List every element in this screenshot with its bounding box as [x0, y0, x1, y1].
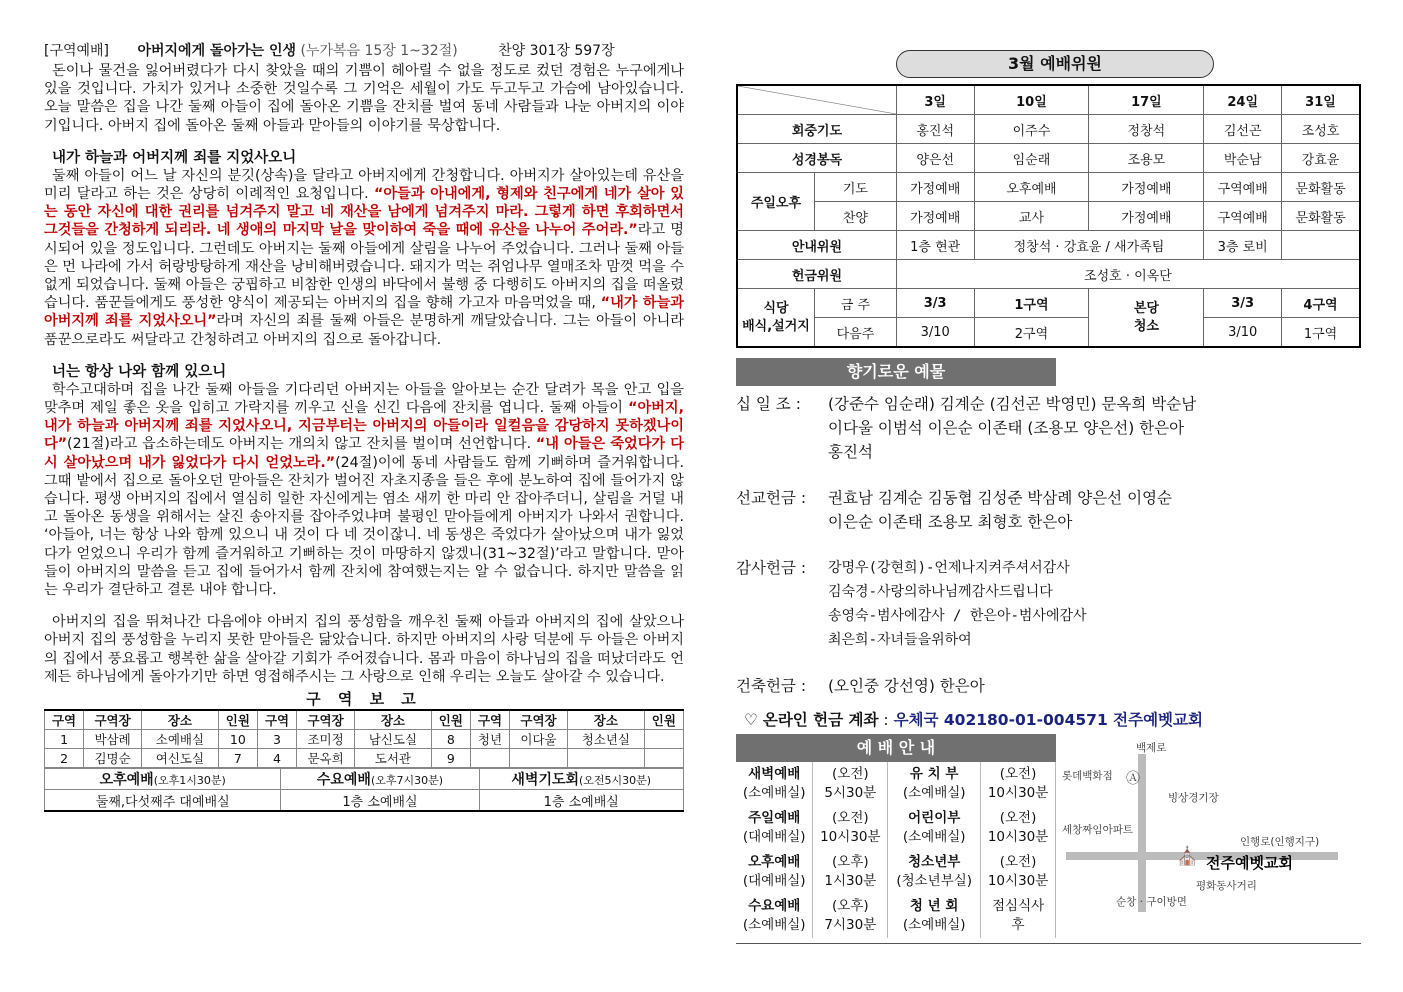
report-cell	[567, 749, 644, 768]
service-place: 둘째,다섯째주 대예배실	[45, 790, 281, 812]
service-cell: 수요예배(오후7시30분)	[281, 769, 479, 790]
report-cell: 청년	[470, 730, 509, 749]
worship-cell: (오전) 5시30분	[813, 762, 888, 806]
closing-paragraph: 아버지의 집을 뛰쳐나간 다음에야 아버지 집의 풍성함을 깨우친 둘째 아들과 아버지의 집에 살았으나 아버지 집의 풍성함을 누리지 못한 맏아들은 닮았습니다. 하지만 아버지의 사랑 덕분에 두 아들은 아버지의 집에서 풍요롭고 행복한 삶을 살아갈 기회가 주어졌습니다. 몸과 마음이 하나님의 집을 떠났더라도 언제든 하나님에게 돌아가기만 하면 영접해주시는 그 사랑으로 인해 우리는 오늘도 살아갈 수 있습니다.	[44, 614, 684, 685]
report-cell: 8	[431, 730, 470, 749]
lesson-title: 아버지에게 돌아가는 인생	[137, 43, 296, 59]
report-cell: 2	[45, 749, 84, 768]
service-cell: 오후예배(오후1시30분)	[45, 769, 281, 790]
intro-paragraph: 돈이나 물건을 잃어버렸다가 다시 찾았을 때의 기쁨이 헤아릴 수 없을 정도로 컸던 경험은 누구에게나 있을 것입니다. 가치가 있거나 소중한 것일수록 그 기억은 세월이 가도 두고두고 가슴에 남아있습니다. 오늘 말씀은 집을 나간 둘째 아들이 집에 돌아온 기쁨을 잔치를 벌여 동네 사람들과 나눈 아버지의 이야기입니다. 아버지 집에 돌아온 둘째 아들과 맏아들의 이야기를 묵상합니다.	[44, 63, 684, 134]
lesson-header	[44, 40, 684, 62]
report-header: 구역	[257, 710, 296, 730]
report-cell: 박삼례	[84, 730, 142, 749]
section1-paragraph: 둘째 아들이 어느 날 자신의 분깃(상속)을 달라고 아버지에게 간청합니다. 아버지가 살아있는데 유산을 미리 달라고 하는 것은 상당히 이례적인 요청입니다. “아들과 아내에게, 형제와 친구에게 네가 살아 있는 동안 자신에 대한 권리를 넘겨주지 말고 네 재산을 남에게 넘겨주지 마라. 그렇게 하면 후회하면서 그것들을 간청하게 되리라. 네 생애의 마지막 날을 맞이하여 죽을 때에 유산을 나누어 주어라.”라고 명시되어 있을 정도입니다. 그런데도 아버지는 둘째 아들에게 살림을 나누어 주었습니다. 그러나 둘째 아들은 먼 나라에 가서 허랑방탕하게 재산을 낭비해버렸습니다. 돼지가 먹는 쥐엄나무 열매조차 맘껏 먹을 수 없게 되었습니다. 둘째 아들은 궁핍하고 비참한 인생의 바닥에서 불행 중 다행히도 아버지의 집을 떠올렸습니다. 품꾼들에게도 풍성한 양식이 제공되는 아버지의 집을 향해 가고자 마음먹었을 때, “내가 하늘과 아버지께 죄를 지었사오니”라며 자신의 죄를 둘째 아들은 분명하게 깨달았습니다. 그는 아들이 아니라 품꾼으로라도 써달라고 간청하려고 아버지의 집으로 돌아갑니다.	[44, 167, 685, 348]
map-label: 세창짜임아파트	[1062, 824, 1134, 836]
worship-cell: 새벽예배 (소예배실)	[736, 762, 813, 806]
worship-cell: (오전) 10시30분	[981, 850, 1056, 894]
worship-cell: 수요예배 (소예배실)	[736, 894, 813, 938]
report-cell	[470, 749, 509, 768]
worship-cell: 청소년부 (청소년부실)	[888, 850, 981, 894]
table-row	[736, 806, 1056, 850]
report-cell: 조미정	[297, 730, 355, 749]
left-page	[44, 0, 684, 812]
report-cell: 소예배실	[142, 730, 219, 749]
right-page	[736, 0, 1361, 938]
diagonal-cell	[737, 85, 896, 115]
report-header: 구역	[45, 710, 84, 730]
duty-title: 3월 예배위원	[896, 50, 1214, 78]
heart-icon: ♡	[744, 711, 758, 729]
scripture-ref: (누가복음 15장 1~32절)	[300, 43, 458, 59]
map-label: 순창 · 구이방면	[1116, 896, 1187, 908]
district-report-title: 구 역 보 고	[306, 690, 422, 709]
section2-paragraph: 학수고대하며 집을 나간 둘째 아들을 기다리던 아버지는 아들을 알아보는 순간 달려가 목을 안고 입을 맞추며 제일 좋은 옷을 입히고 가락지를 끼우고 신을 신긴 다음에 잔치를 엽니다. 둘째 아들이 “아버지, 내가 하늘과 아버지께 죄를 지었사오니, 지금부터는 아버지의 아들이라 일컬음을 감당하지 못하겠나이다”(21절)라고 읍소하는데도 아버지는 개의치 않고 잔치를 벌이며 선언합니다. “내 아들은 죽었다가 다시 살아났으며 내가 잃었다가 다시 얻었노라.”(24절)이에 동네 사람들도 함께 기뻐하며 즐거워합니다. 그때 밭에서 집으로 돌아오던 맏아들은 잔치가 벌어진 자초지종을 들은 후에 분노하여 집에 들어가지 않습니다. 평생 아버지의 집에서 열심히 일한 자신에게는 염소 새끼 한 마리 안 잡아주더니, 살림을 거덜 내고 돌아온 동생을 위해서는 살진 송아지를 잡아주었냐며 불평인 맏아들에게 아버지가 나와서 권합니다. ‘아들아, 너는 항상 나와 함께 있으니 내 것이 다 네 것이잖니. 네 동생은 죽었다가 살아났으며 내가 잃었다가 얻었으니 우리가 함께 즐거워하고 기뻐하는 것이 마땅하지 않겠니(31~32절)’라고 말합니다. 맏아들이 아버지의 말씀을 듣고 집에 들어가서 함께 잔치에 참여했는지는 알 수 없습니다. 하지만 말씀을 읽는 우리가 결단하고 결론 내야 합니다.	[44, 381, 684, 599]
report-cell	[644, 749, 683, 768]
worship-guide-band: 예 배 안 내	[736, 734, 1056, 762]
duty-table: 3일 10일 17일 24일 31일 회중기도 홍진석 이주수 정창석 김선곤 조성호 성경봉독 양은선 임순래 조용모 박순남 강효윤 주일오후 기도 가정예배 오후예배 가정예배 구역예배 문화활동 찬양 가정예배 교사 가정예배 구역예배 문화활동 안내위원 1층 현관 정창석 · 강효윤 / 새가족팀 3층 로비 헌금위원 조성호 · 이옥단 식당 배식,설거지 금 주 3/3 1구역 본당 청소 3/3 4구역 다음주 3/10 2구역 3/10 1구역	[736, 84, 1361, 348]
quote-red: “내 아들은 죽었다가 다시 살아났으며 내가 잃었다가 다시 얻었노라.”	[44, 436, 684, 471]
quote-red: “아버지, 내가 하늘과 아버지께 죄를 지었사오니, 지금부터는 아버지의 아들이라 일컬음을 감당하지 못하겠나이다”	[44, 400, 684, 453]
quote-red: “아들과 아내에게, 형제와 친구에게 네가 살아 있는 동안 자신에 대한 권리를 넘겨주지 말고 네 재산을 남에게 넘겨주지 마라. 그렇게 하면 후회하면서 그것들을 간청하게 되리라. 네 생애의 마지막 날을 맞이하여 죽을 때에 유산을 나누어 주어라.”	[44, 186, 685, 239]
worship-cell: (오전) 10시30분	[981, 762, 1056, 806]
report-header: 장소	[355, 710, 432, 730]
offerings-band: 향기로운 예물	[736, 358, 1056, 386]
district-report-table	[44, 709, 684, 768]
report-cell: 7	[218, 749, 257, 768]
report-cell	[510, 749, 568, 768]
report-header: 구역장	[84, 710, 142, 730]
report-cell: 10	[218, 730, 257, 749]
worship-cell: (오전) 10시30분	[813, 806, 888, 850]
church-map	[1056, 734, 1356, 912]
table-row	[45, 730, 684, 749]
table-row	[45, 749, 684, 768]
worship-schedule-table	[736, 762, 1056, 938]
report-cell	[644, 730, 683, 749]
report-cell: 1	[45, 730, 84, 749]
worship-cell: (오후) 1시30분	[813, 850, 888, 894]
report-header: 장소	[142, 710, 219, 730]
report-cell: 남신도실	[355, 730, 432, 749]
table-row	[736, 894, 1056, 938]
report-cell: 9	[431, 749, 470, 768]
worship-cell: (오전) 10시30분	[981, 806, 1056, 850]
table-row	[736, 762, 1056, 806]
report-header: 구역	[470, 710, 509, 730]
table-row	[736, 850, 1056, 894]
report-cell: 4	[257, 749, 296, 768]
hymn-numbers: 찬양 301장 597장	[498, 43, 615, 59]
section-tag: [구역예배]	[44, 43, 110, 59]
offerings-list: 십 일 조 : (강준수 임순래) 김계순 (김선곤 박영민) 문옥희 박순남 이다울 이범석 이은순 이존태 (조용모 양은선) 한은아 홍진석 선교헌금 : 권효남 김계순 김동협 김성준 박삼례 양은선 이영순 이은순 이존태 조용모 최형호 한은아 감사헌금 : 강명우(강현희)-언제나지켜주셔서감사 김숙경-사랑의하나님께감사드립니다 송영숙-범사에감사 / 한은아-범사에감사 최은희-자녀들을위하여 건축헌금 : (오인중 강선영) 한은아	[736, 395, 1197, 695]
report-header: 구역장	[510, 710, 568, 730]
report-cell: 문옥희	[297, 749, 355, 768]
service-place: 1층 소예배실	[479, 790, 684, 812]
map-pin-icon: Ⓐ	[1126, 771, 1140, 787]
online-offering: ♡ 온라인 헌금 계좌 : 우체국 402180-01-004571 전주예벳교회	[744, 711, 1203, 729]
map-label: 평화동사거리	[1196, 880, 1257, 892]
service-cell: 새벽기도회(오전5시30분)	[479, 769, 684, 790]
report-cell: 청소년실	[567, 730, 644, 749]
map-label: 빙상경기장	[1168, 792, 1219, 804]
section1-heading: 내가 하늘과 어버지께 죄를 지었사오니	[52, 149, 297, 166]
account-number: 우체국 402180-01-004571 전주예벳교회	[893, 711, 1203, 729]
map-church-label: 전주예벳교회	[1206, 854, 1293, 872]
worship-cell: 주일예배 (대예배실)	[736, 806, 813, 850]
service-times-table	[44, 768, 684, 812]
church-icon: ⛪	[1176, 846, 1199, 867]
section2-heading: 너는 항상 나와 함께 있으니	[52, 363, 227, 380]
report-header: 구역장	[297, 710, 355, 730]
report-cell: 도서관	[355, 749, 432, 768]
map-label: 인행로(인행지구)	[1240, 836, 1320, 848]
report-cell: 이다울	[510, 730, 568, 749]
worship-cell: 청 년 회 (소예배실)	[888, 894, 981, 938]
report-header: 인원	[431, 710, 470, 730]
worship-cell: 점심식사 후	[981, 894, 1056, 938]
map-label: 롯데백화점	[1062, 770, 1113, 782]
quote-red: “내가 하늘과 아버지께 죄를 지었사오니”	[44, 295, 685, 330]
service-place: 1층 소예배실	[281, 790, 479, 812]
map-label: 백제로	[1136, 742, 1167, 754]
report-cell: 김명순	[84, 749, 142, 768]
report-header: 인원	[218, 710, 257, 730]
report-header: 장소	[567, 710, 644, 730]
report-cell: 3	[257, 730, 296, 749]
report-header: 인원	[644, 710, 683, 730]
worship-cell: 유 치 부 (소예배실)	[888, 762, 981, 806]
report-cell: 여신도실	[142, 749, 219, 768]
worship-cell: 어린이부 (소예배실)	[888, 806, 981, 850]
worship-cell: (오후) 7시30분	[813, 894, 888, 938]
worship-cell: 오후예배 (대예배실)	[736, 850, 813, 894]
